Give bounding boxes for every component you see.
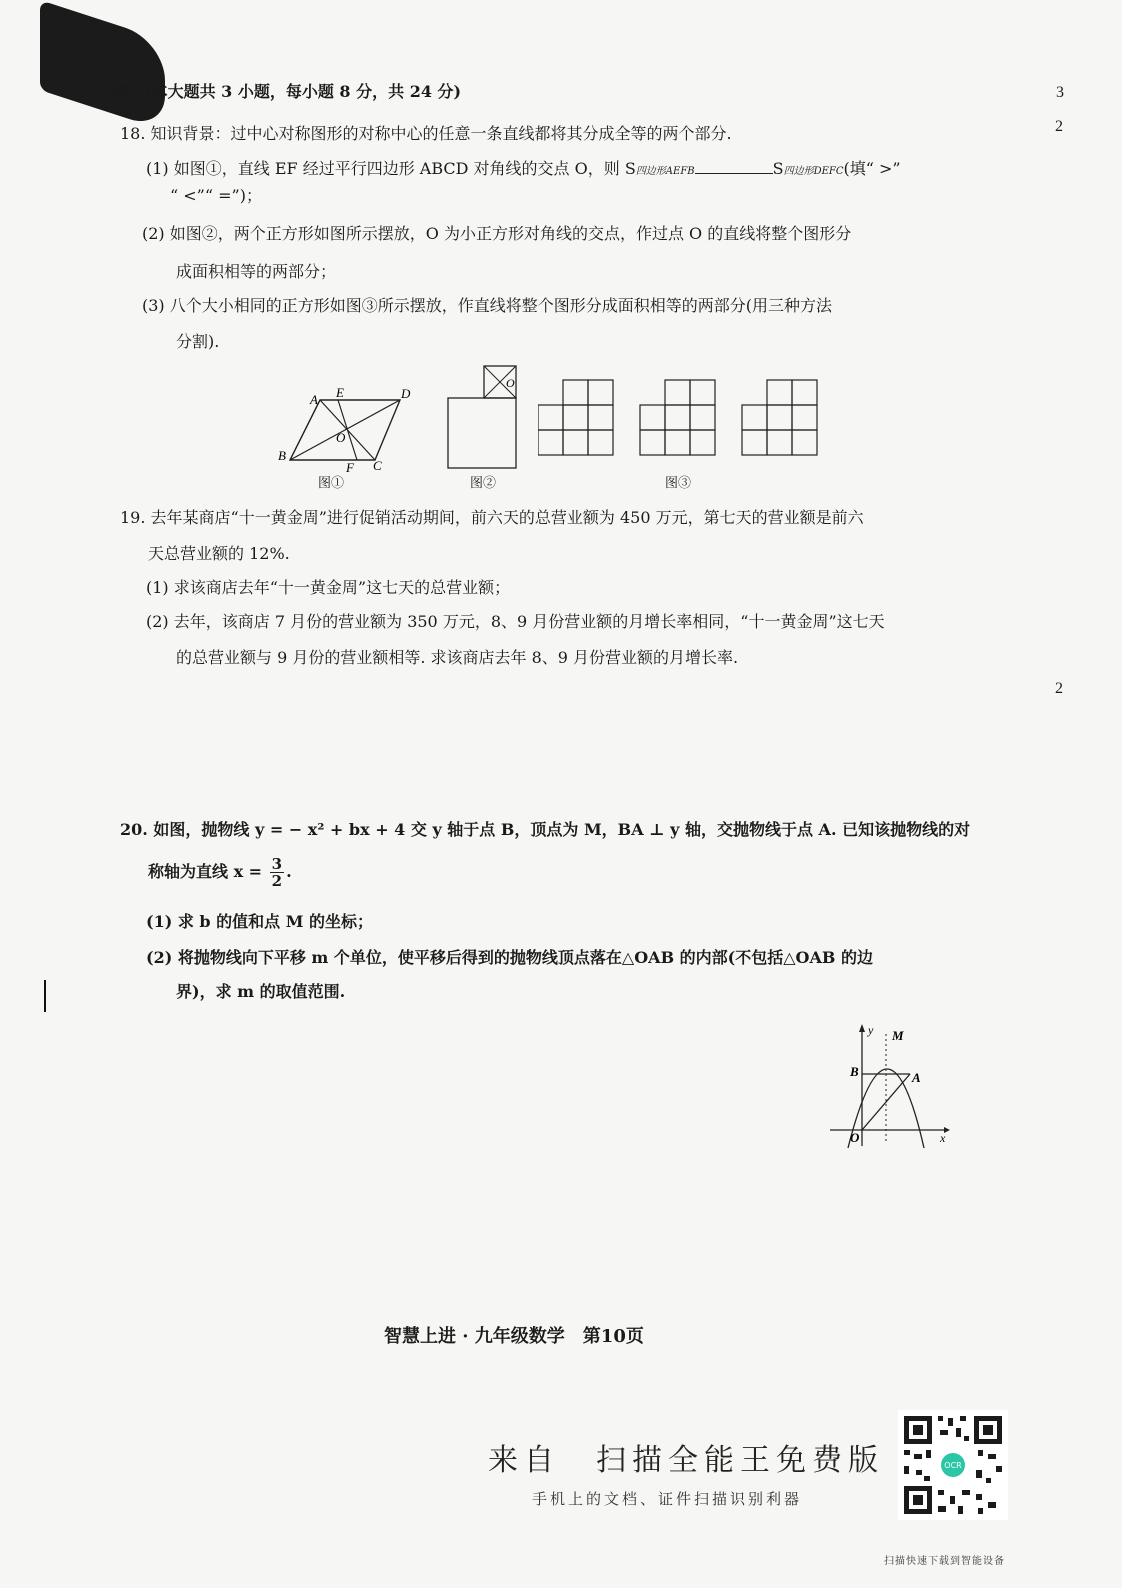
q20-stem-line1: 20. 如图，抛物线 y = − x² + bx + 4 交 y 轴于点 B，顶点为 M，BA ⊥ y 轴，交抛物线于点 A. 已知该抛物线的对 [120,820,971,839]
q19-part2-line2: 的总营业额与 9 月份的营业额相等. 求该商店去年 8、9 月份营业额的月增长率. [176,648,739,667]
figure-3 [538,378,823,460]
q20-part2-line1: (2) 将抛物线向下平移 m 个单位，使平移后得到的抛物线顶点落在△OAB 的内部(不包括△OAB 的边 [146,948,873,967]
q19-stem-line1: 19. 去年某商店“十一黄金周”进行促销活动期间，前六天的总营业额为 450 万元，第七天的营业额是前六 [120,508,864,527]
margin-number: 3 [1056,84,1064,101]
q19-part2-line1: (2) 去年，该商店 7 月份的营业额为 350 万元，8、9 月份营业额的月增长率相同，“十一黄金周”这七天 [146,612,885,631]
q18-part2-line2: 成面积相等的两部分； [176,262,337,281]
figure-2-caption: 图② [470,476,497,491]
point-label-b: B [850,1064,859,1079]
point-label-a: A [912,1070,921,1085]
point-label-o: O [506,376,515,390]
point-label-e: E [336,385,344,400]
section-header: 四、(本大题共 3 小题，每小题 8 分，共 24 分) [112,82,462,101]
large-square [448,398,516,468]
q19-part1: (1) 求该商店去年“十一黄金周”这七天的总营业额； [146,578,511,597]
scanner-watermark-title: 来自 扫描全能王免费版 [488,1443,884,1478]
fraction-three-halves: $\frac{3}{2}$ [271,855,283,890]
point-label-c: C [373,458,382,473]
q20-part1: (1) 求 b 的值和点 M 的坐标； [146,912,374,931]
scan-blot [40,0,165,131]
page-footer: 智慧上进 · 九年级数学 第10页 [384,1326,644,1347]
q18-part2-line1: (2) 如图②，两个正方形如图所示摆放，O 为小正方形对角线的交点，作过点 O 的直线将整个图形分 [142,224,852,243]
figure-2 [440,362,530,474]
qr-code-icon[interactable] [898,1410,1008,1520]
point-label-o: O [850,1130,860,1145]
q20-stem-line2: 称轴为直线 x = $\frac{3}{2}$ . [148,855,292,890]
margin-number: 2 [1055,680,1063,697]
q18-part3-line1: (3) 八个大小相同的正方形如图③所示摆放，作直线将整个图形分成面积相等的两部分(用三种方法 [142,296,832,315]
point-label-m: M [892,1028,904,1043]
arrangement-1 [538,380,613,455]
axis-label-x: x [940,1131,946,1145]
point-label-a: A [310,392,318,407]
q19-stem-line2: 天总营业额的 12%. [148,544,290,563]
segment-oa [862,1074,910,1130]
figure-1 [270,380,430,490]
qr-center-label: OCR [944,1461,962,1470]
q20-part2-line2: 界)，求 m 的取值范围. [176,982,346,1001]
margin-number: 2 [1055,118,1063,135]
q18-part1-line2: “ <”“ =”)； [170,186,262,205]
scanner-watermark-subtitle: 手机上的文档、证件扫描识别利器 [532,1490,803,1508]
edge-mark [44,980,46,1012]
y-axis-arrow [859,1024,865,1032]
figure-3-caption: 图③ [665,476,692,491]
parabola-figure [826,1020,956,1150]
axis-label-y: y [868,1023,874,1037]
q18-part1-line1: (1) 如图①，直线 EF 经过平行四边形 ABCD 对角线的交点 O，则 S四边形AEFB S四边形DEFC(填“ >” [146,159,901,178]
arrangement-3 [742,380,817,455]
point-label-o: O [336,430,346,445]
q18-stem: 18. 知识背景：过中心对称图形的对称中心的任意一条直线都将其分成全等的两个部分. [120,124,732,143]
point-label-d: D [401,386,411,401]
q18-part3-line2: 分割). [176,332,220,351]
scanner-qr-caption: 扫描快速下载到智能设备 [884,1556,1005,1567]
point-label-f: F [346,460,354,475]
arrangement-2 [640,380,715,455]
point-label-b: B [278,448,286,463]
figure-1-caption: 图① [318,476,345,491]
